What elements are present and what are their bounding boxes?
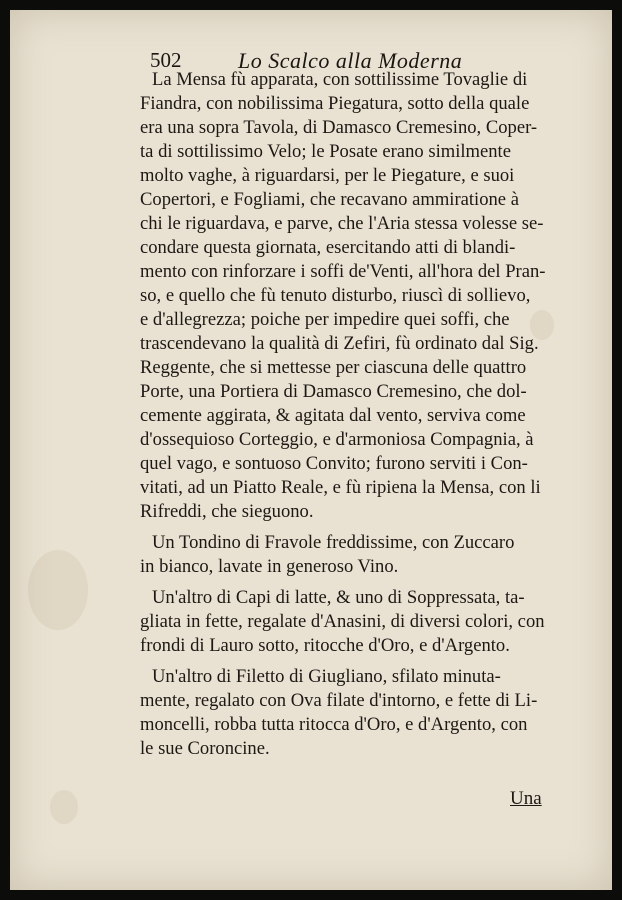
text-line: d'ossequioso Corteggio, e d'armoniosa Compagnia, à <box>140 429 534 450</box>
text-line: e d'allegrezza; poiche per impedire quei soffi, che <box>140 309 510 330</box>
book-page <box>10 10 612 890</box>
text-line: mente, regalato con Ova filate d'intorno, e fette di Li- <box>140 690 538 711</box>
paper-stain <box>28 550 88 630</box>
text-line: chi le riguardava, e parve, che l'Aria stessa volesse se- <box>140 213 544 234</box>
body-text <box>140 68 570 761</box>
running-title: Lo Scalco alla Moderna <box>238 48 463 73</box>
text-line: Un'altro di Filetto di Giugliano, sfilato minuta- <box>152 666 501 687</box>
text-line: era una sopra Tavola, di Damasco Cremesino, Coper- <box>140 117 538 138</box>
text-line: le sue Coroncine. <box>140 738 270 759</box>
text-line: in bianco, lavate in generoso Vino. <box>140 556 399 577</box>
paper-stain <box>50 790 78 824</box>
text-line: vitati, ad un Piatto Reale, e fù ripiena la Mensa, con li <box>140 477 541 498</box>
text-line: Rifreddi, che sieguono. <box>140 501 314 522</box>
text-line: Fiandra, con nobilissima Piegatura, sotto della quale <box>140 93 530 114</box>
text-line: Porte, una Portiera di Damasco Cremesino, che dol- <box>140 381 527 402</box>
text-line: Un Tondino di Fravole freddissime, con Zuccaro <box>152 532 515 553</box>
text-line: frondi di Lauro sotto, ritocche d'Oro, e d'Argento. <box>140 635 510 656</box>
text-line: so, e quello che fù tenuto disturbo, riuscì di sollievo, <box>140 285 531 306</box>
catchword: Una <box>510 788 542 809</box>
text-line: molto vaghe, à riguardarsi, per le Piegature, e suoi <box>140 165 515 186</box>
text-line: condare questa giornata, esercitando atti di blandi- <box>140 237 516 258</box>
text-line: cemente aggirata, & agitata dal vento, serviva come <box>140 405 526 426</box>
text-line: La Mensa fù apparata, con sottilissime Tovaglie di <box>152 69 528 90</box>
text-line: moncelli, robba tutta ritocca d'Oro, e d'Argento, con <box>140 714 528 735</box>
text-line: Copertori, e Fogliami, che recavano ammiratione à <box>140 189 519 210</box>
text-line: quel vago, e sontuoso Convito; furono serviti i Con- <box>140 453 528 474</box>
text-line: gliata in fette, regalate d'Anasini, di diversi colori, con <box>140 611 545 632</box>
text-line: Reggente, che si mettesse per ciascuna delle quattro <box>140 357 527 378</box>
text-line: Un'altro di Capi di latte, & uno di Soppressata, ta- <box>152 587 525 608</box>
text-line: trascendevano la qualità di Zefiri, fù ordinato dal Sig. <box>140 333 539 354</box>
page-number: 502 <box>150 48 182 72</box>
text-line: ta di sottilissimo Velo; le Posate erano similmente <box>140 141 511 162</box>
text-line: mento con rinforzare i soffi de'Venti, all'hora del Pran- <box>140 261 546 282</box>
